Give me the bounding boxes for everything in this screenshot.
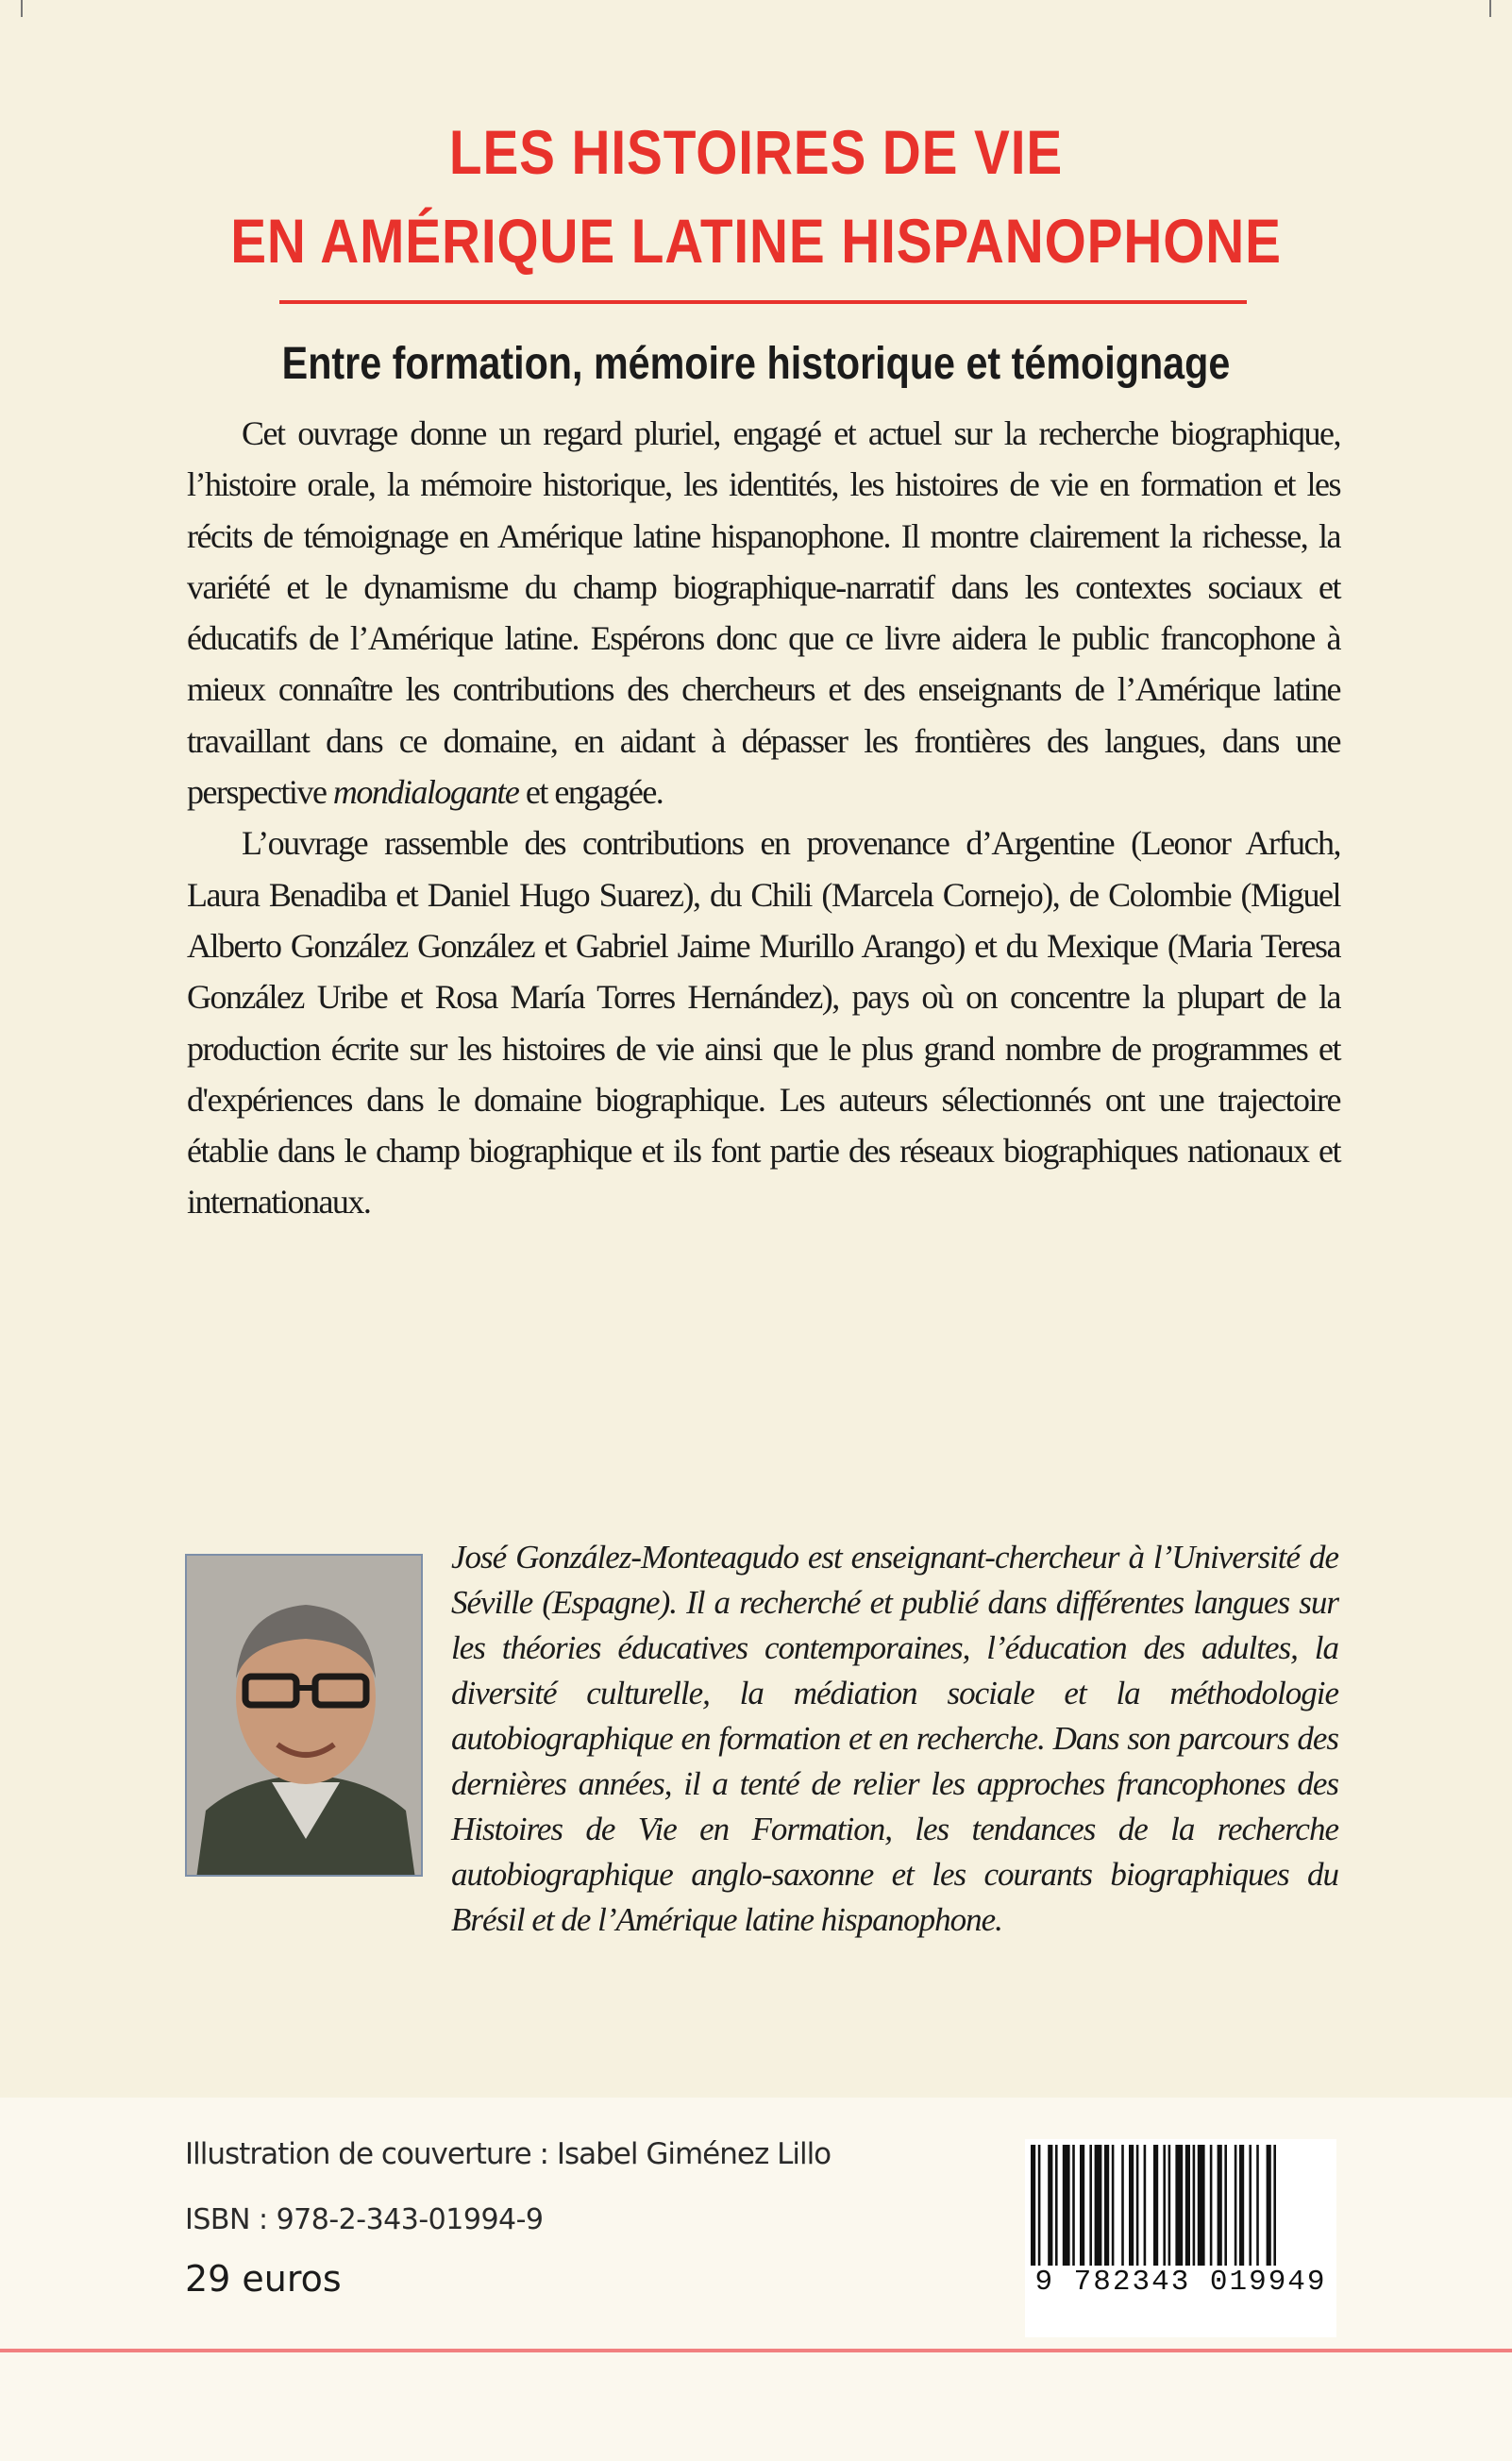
- barcode-bar: [1210, 2145, 1213, 2266]
- blurb-p1-italic-term: mondialogante: [332, 773, 519, 812]
- crop-mark: [1489, 0, 1491, 17]
- barcode-bar: [1249, 2145, 1252, 2266]
- barcode-bar: [1031, 2145, 1035, 2266]
- barcode-bar: [1129, 2145, 1134, 2266]
- barcode-bar: [1080, 2145, 1084, 2266]
- title-rule: [279, 300, 1247, 304]
- barcode-bar: [1193, 2145, 1196, 2266]
- barcode-bar: [1153, 2145, 1158, 2266]
- barcode-bar: [1104, 2145, 1109, 2266]
- barcode-bar: [1038, 2145, 1041, 2266]
- book-title-line-1: LES HISTOIRES DE VIE: [448, 117, 1064, 187]
- barcode-bar: [1163, 2145, 1166, 2266]
- barcode-bar: [1112, 2145, 1115, 2266]
- barcode-bar: [1256, 2145, 1259, 2266]
- isbn: ISBN : 978-2-343-01994-9: [185, 2203, 544, 2236]
- blurb: [187, 408, 1340, 1228]
- barcode-bar: [1121, 2145, 1124, 2266]
- barcode-number: 9 782343 019949: [1025, 2266, 1336, 2299]
- crop-mark: [21, 0, 23, 17]
- barcode-bar: [1224, 2145, 1227, 2266]
- blurb-p1-text: Cet ouvrage donne un regard pluriel, engagé et actuel sur la recherche biographique, l’histoire orale, la mémoire historique, les identités, les histoires de vie en formation et les récits de témoignage en Amérique latine hispanophone. Il montre clairement la richesse, la variété et le dynamisme du champ biographique-narratif dans les contextes sociaux et éducatifs de l’Amérique latine. Espérons donc que ce livre aidera le public francophone à mieux connaître les contributions des chercheurs et des enseignants de l’Amérique latine travaillant dans ce domaine, en aidant à dépasser les frontières des langues, dans une perspective: [187, 414, 1340, 812]
- bottom-rule: [0, 2349, 1512, 2352]
- author-bio-text: José González-Monteagudo est enseignant-chercheur à l’Université de Séville (Espagne). Il a recherché et publié dans différentes langues sur les théories éducatives contemporaines, l’éducation des adultes, la diversité culturelle, la médiation sociale et la méthodologie autobiographique en formation et en recherche. Dans son parcours des dernières années, il a tenté de relier les approches francophones des Histoires de Vie en Formation, les tendances de la recherche autobiographique anglo-saxonne et les courants biographiques du Brésil et de l’Amérique latine hispanophone.: [451, 1539, 1338, 1938]
- barcode-bar: [1235, 2145, 1237, 2266]
- price: 29 euros: [185, 2258, 342, 2300]
- barcode-bar: [1055, 2145, 1058, 2266]
- author-portrait-image: [187, 1556, 423, 1877]
- barcode-bar: [1136, 2145, 1139, 2266]
- barcode-bar: [1198, 2145, 1205, 2266]
- barcode-bar: [1273, 2145, 1276, 2266]
- barcode-bar: [1168, 2145, 1171, 2266]
- barcode-bars: [1025, 2139, 1336, 2271]
- author-photo: [185, 1554, 423, 1877]
- blurb-p1-end: et engagée.: [518, 773, 664, 812]
- barcode-bar: [1089, 2145, 1092, 2266]
- barcode-bar: [1175, 2145, 1183, 2266]
- book-title-line-2: EN AMÉRIQUE LATINE HISPANOPHONE: [230, 206, 1282, 276]
- blurb-paragraph-2: L’ouvrage rassemble des contributions en provenance d’Argentine (Leonor Arfuch, Laura Benadiba et Daniel Hugo Suarez), du Chili (Marcela Cornejo), de Colombie (Miguel Alberto González González et Gabriel Jaime Murillo Arango) et du Mexique (Maria Teresa González Uribe et Rosa María Torres Hernández), pays où on concentre la plupart de la production écrite sur les histoires de vie ainsi que le plus grand nombre de programmes et d'expériences dans le domaine biographique. Les auteurs sélectionnés ont une trajectoire établie dans le champ biographique et ils font partie des réseaux biographiques nationaux et internationaux.: [187, 824, 1340, 1222]
- barcode-bar: [1267, 2145, 1271, 2266]
- barcode-bar: [1072, 2145, 1075, 2266]
- barcode-bar: [1218, 2145, 1222, 2266]
- barcode-bar: [1185, 2145, 1190, 2266]
- barcode: [1025, 2139, 1336, 2337]
- barcode-bar: [1095, 2145, 1102, 2266]
- blurb-paragraph-1: [187, 408, 1340, 818]
- barcode-bar: [1063, 2145, 1070, 2266]
- book-subtitle: Entre formation, mémoire historique et témoignage: [281, 339, 1231, 389]
- barcode-bar: [1144, 2145, 1147, 2266]
- barcode-bar: [1239, 2145, 1244, 2266]
- barcode-bar: [1048, 2145, 1052, 2266]
- illustration-credit: Illustration de couverture : Isabel Giménez Lillo: [185, 2137, 832, 2171]
